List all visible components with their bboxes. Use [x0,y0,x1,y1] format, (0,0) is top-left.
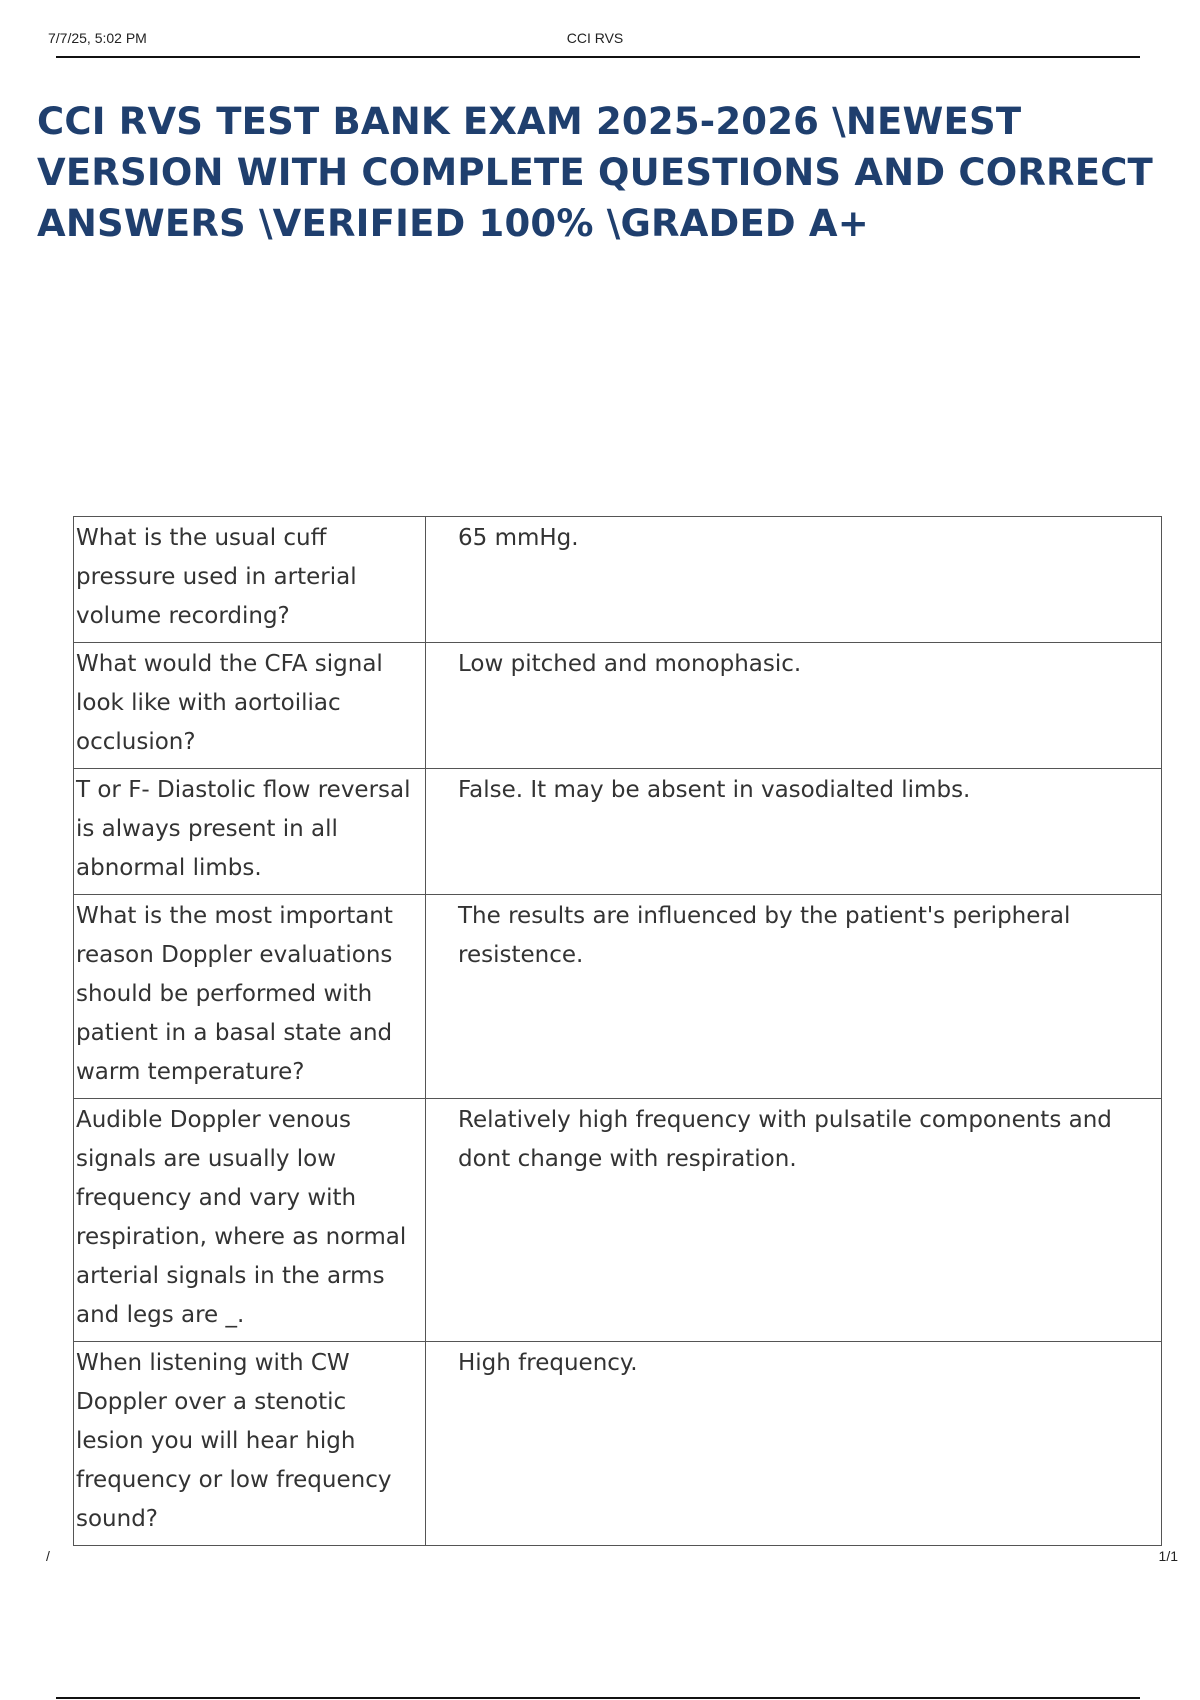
table-row [74,1342,1162,1546]
footer-url: / [46,1548,50,1564]
answer-cell: The results are influenced by the patient's peripheral resistence. [426,895,1162,1099]
print-header [48,30,1142,58]
print-datetime: 7/7/25, 5:02 PM [48,30,147,46]
table-row [74,895,1162,1099]
qa-table [73,516,1162,1546]
table-row [74,769,1162,895]
table-row [74,517,1162,643]
page-number: 1/1 [1158,1548,1178,1564]
answer-cell: High frequency. [426,1342,1162,1546]
print-footer [46,1548,1178,1568]
table-row [74,1099,1162,1342]
question-cell: When listening with CW Doppler over a stenotic lesion you will hear high frequency or low frequency sound? [74,1342,426,1546]
footer-divider [56,1697,1140,1699]
answer-cell: False. It may be absent in vasodialted limbs. [426,769,1162,895]
question-cell: What is the usual cuff pressure used in arterial volume recording? [74,517,426,643]
question-cell: What would the CFA signal look like with aortoiliac occlusion? [74,643,426,769]
print-page-title: CCI RVS [566,30,624,46]
answer-cell: Relatively high frequency with pulsatile components and dont change with respiration. [426,1099,1162,1342]
table-row [74,643,1162,769]
answer-cell: 65 mmHg. [426,517,1162,643]
header-divider [56,56,1140,58]
question-cell: What is the most important reason Doppler evaluations should be performed with patient in a basal state and warm temperature? [74,895,426,1099]
question-cell: T or F- Diastolic flow reversal is always present in all abnormal limbs. [74,769,426,895]
document-title: CCI RVS TEST BANK EXAM 2025-2026 \NEWEST VERSION WITH COMPLETE QUESTIONS AND CORRECT ANSWERS \VERIFIED 100% \GRADED A+ [37,100,1153,245]
question-cell: Audible Doppler venous signals are usually low frequency and vary with respiration, where as normal arterial signals in the arms and legs are _. [74,1099,426,1342]
answer-cell: Low pitched and monophasic. [426,643,1162,769]
